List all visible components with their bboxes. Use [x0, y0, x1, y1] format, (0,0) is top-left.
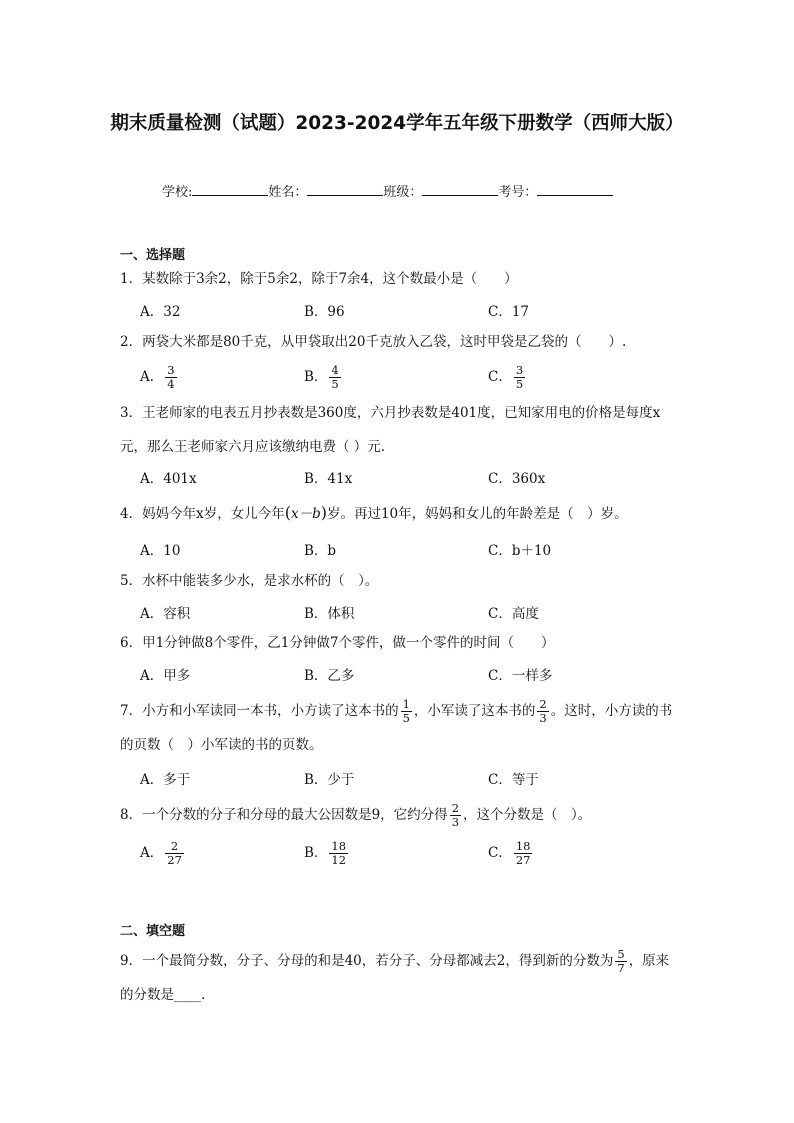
fraction: $\frac{1}{5}$: [402, 697, 410, 725]
question-9: 9．一个最简分数，分子、分母的和是40，若分子、分母都减去2，得到新的分数为 $\frac{5}{7}$ ，原来的分数是____.: [120, 947, 670, 1003]
option-c[interactable]: C． $\frac{3}{5}$: [488, 363, 524, 391]
option-b[interactable]: B．b: [304, 543, 337, 559]
options-4: [140, 539, 680, 563]
question-6: 6．甲1分钟做8个零件，乙1分钟做7个零件，做一个零件的时间（ ）: [120, 635, 555, 651]
fraction: $\frac{2}{3}$: [451, 801, 460, 829]
option-a[interactable]: A．容积: [140, 606, 191, 622]
options-5: [140, 602, 680, 626]
question-8: 8．一个分数的分子和分母的最大公因数是9，它约分得 $\frac{2}{3}$ ，这个分数是（ ）。: [120, 801, 592, 829]
student-info-line: [162, 181, 613, 200]
option-b[interactable]: B． $\frac{4}{5}$: [304, 363, 339, 391]
school-label: 学校:: [162, 185, 193, 200]
fraction: $\frac{4}{5}$: [331, 363, 339, 391]
expression: x－b: [290, 506, 321, 522]
options-2: [140, 363, 680, 391]
options-7: [140, 768, 680, 792]
option-c[interactable]: C．高度: [488, 606, 539, 622]
option-a[interactable]: A． $\frac{3}{4}$: [140, 363, 175, 391]
question-3: 3．王老师家的电表五月抄表数是360度，六月抄表数是401度，已知家用电的价格是每度x元，那么王老师家六月应该缴纳电费（ ）元.: [120, 405, 661, 455]
options-8: [140, 839, 680, 867]
option-c[interactable]: C．17: [488, 304, 530, 320]
option-b[interactable]: B．41x: [304, 471, 353, 487]
option-c[interactable]: C．一样多: [488, 668, 553, 684]
option-a[interactable]: A． $\frac{2}{27}$: [140, 839, 182, 867]
fraction: $\frac{3}{5}$: [515, 363, 524, 391]
options-6: [140, 664, 680, 688]
fraction: $\frac{18}{27}$: [515, 839, 531, 867]
fraction: $\frac{2}{27}$: [167, 839, 182, 867]
class-blank[interactable]: [422, 183, 498, 196]
page-title: 期末质量检测（试题）2023-2024学年五年级下册数学（西师大版）: [110, 113, 684, 134]
question-5: 5．水杯中能装多少水，是求水杯的（ ）。: [120, 573, 379, 589]
option-c[interactable]: C． $\frac{18}{27}$: [488, 839, 531, 867]
fraction: $\frac{18}{12}$: [331, 839, 347, 867]
fraction: $\frac{2}{3}$: [539, 697, 547, 725]
question-7: 7．小方和小军读同一本书，小方读了这本书的 $\frac{1}{5}$ ，小军读了这本书的 $\frac{2}{3}$ 。这时，小方读的书的页数（ ）小军读的书的页数。: [120, 697, 673, 753]
question-4: 4．妈妈今年x岁，女儿今年(x－b)岁。再过10年，妈妈和女儿的年龄差是（ ）岁。: [120, 503, 628, 522]
options-3: [140, 467, 680, 491]
question-1: 1．某数除于3余2，除于5余2，除于7余4，这个数最小是（ ）: [120, 271, 518, 287]
option-b[interactable]: B．少于: [304, 772, 355, 788]
option-c[interactable]: C．b＋10: [488, 543, 552, 559]
section-heading-fill: 二、填空题: [120, 924, 186, 939]
option-b[interactable]: B． $\frac{18}{12}$: [304, 839, 347, 867]
option-a[interactable]: A．401x: [140, 471, 197, 487]
option-c[interactable]: C．360x: [488, 471, 546, 487]
exam-no-blank[interactable]: [537, 183, 613, 196]
option-c[interactable]: C．等于: [488, 772, 539, 788]
options-1: [140, 300, 680, 324]
fraction: $\frac{5}{7}$: [617, 947, 625, 975]
option-b[interactable]: B．体积: [304, 606, 355, 622]
option-a[interactable]: A．32: [140, 304, 181, 320]
option-b[interactable]: B．乙多: [304, 668, 355, 684]
option-a[interactable]: A．10: [140, 543, 181, 559]
option-a[interactable]: A．多于: [140, 772, 191, 788]
section-heading-choice: 一、选择题: [120, 248, 186, 263]
question-2: 2．两袋大米都是80千克，从甲袋取出20千克放入乙袋，这时甲袋是乙袋的（ ）.: [120, 334, 627, 350]
option-b[interactable]: B．96: [304, 304, 345, 320]
class-label: 班级：: [383, 185, 423, 200]
option-a[interactable]: A．甲多: [140, 668, 191, 684]
fraction: $\frac{3}{4}$: [167, 363, 175, 391]
name-label: 姓名：: [268, 185, 308, 200]
name-blank[interactable]: [307, 183, 383, 196]
school-blank[interactable]: [192, 183, 268, 196]
exam-no-label: 考号：: [498, 185, 538, 200]
